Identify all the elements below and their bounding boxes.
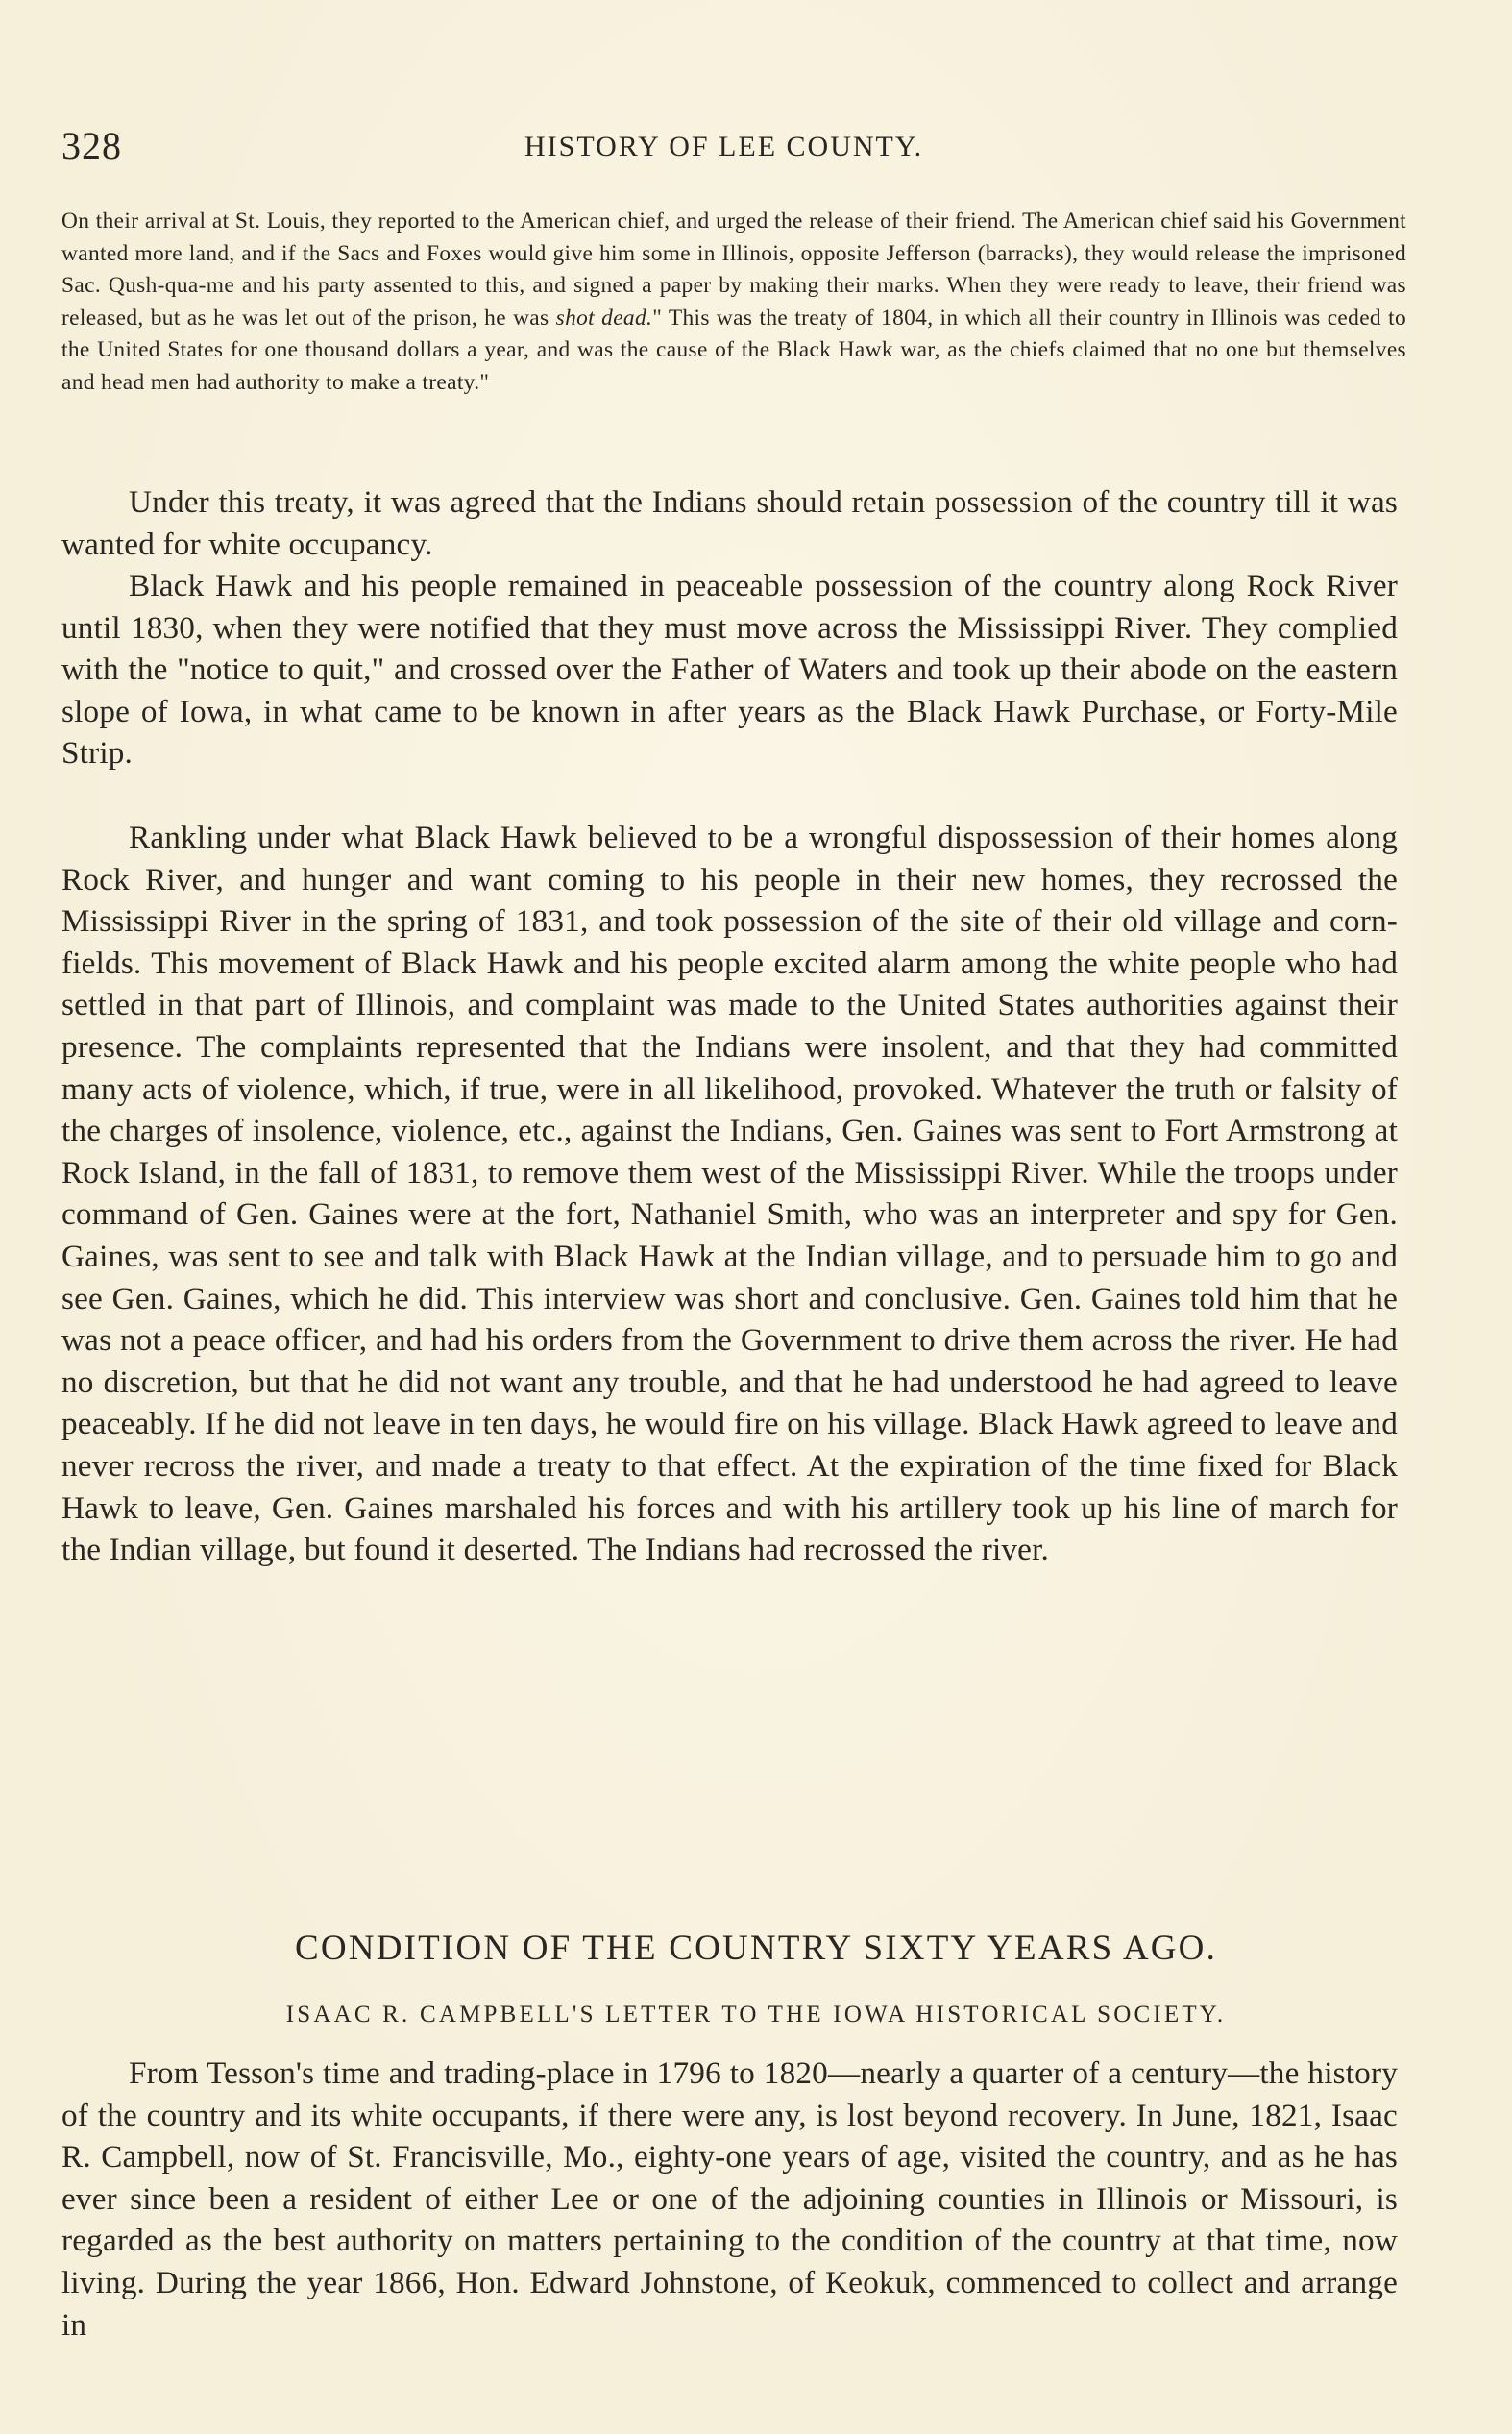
paragraph-condition-of-country: From Tesson's time and trading-place in 1796 to 1820—nearly a quarter of a century—the history of the country and its white occupants, if there were any, is lost beyond recovery. In June, 1821, Isaac R. Campbell, now of St. Francisville, Mo., eighty-one years of age, visited the country, and as he has ever since been a resident of either Lee or one of the adjoining counties in Illinois or Missouri, is regarded as the best authority on matters pertaining to the condition of the country at that time, now living. During the year 1866, Hon. Edward Johnstone, of Keokuk, commenced to collect and arrange in	[61, 2055, 1398, 2343]
quote-text-after-italic: " This was the treaty of 1804, in which all their country in Illinois was ceded to the United States for one thousand dollars a year, and was the cause of the Black Hawk war, as the chiefs claimed that no one but themselves and head men had authority to make a treaty."	[61, 305, 1407, 395]
paragraph-black-hawk-removal: Black Hawk and his people remained in peaceable possession of the country along Rock River until 1830, when they were notified that they must move across the Mississippi River. They complied with the "notice to quit," and crossed over the Father of Waters and took up their abode on the eastern slope of Iowa, in what came to be known in after years as the Black Hawk Purchase, or Forty-Mile Strip.	[61, 568, 1398, 772]
section-heading: CONDITION OF THE COUNTRY SIXTY YEARS AGO.	[294, 1929, 1218, 1968]
running-head: HISTORY OF LEE COUNTY.	[524, 131, 924, 162]
paragraph-recrossing-river: Rankling under what Black Hawk believed to be a wrongful dispossession of their homes along Rock River, and hunger and want coming to his people in their new homes, they recrossed the Mississippi River in the spring of 1831, and took possession of the site of their old village and corn-fields. This movement of Black Hawk and his people excited alarm among the white people who had settled in that part of Illinois, and complaint was made to the United States authorities against their presence. The complaints represented that the Indians were insolent, and that they had committed many acts of violence, which, if true, were in all likelihood, provoked. Whatever the truth or falsity of the charges of insolence, violence, etc., against the Indians, Gen. Gaines was sent to Fort Armstrong at Rock Island, in the fall of 1831, to remove them west of the Mississippi River. While the troops under command of Gen. Gaines were at the fort, Nathaniel Smith, who was an interpreter and spy for Gen. Gaines, was sent to see and talk with Black Hawk at the Indian village, and to persuade him to go and see Gen. Gaines, which he did. This interview was short and conclusive. Gen. Gaines told him that he was not a peace officer, and had his orders from the Government to drive them across the river. He had no discretion, but that he did not want any trouble, and that he had understood he had agreed to leave peaceably. If he did not leave in ten days, he would fire on his village. Black Hawk agreed to leave and never recross the river, and made a treaty to that effect. At the expiration of the time fixed for Black Hawk to leave, Gen. Gaines marshaled his forces and with his artillery took up his line of march for the Indian village, but found it deserted. The Indians had recrossed the river.	[61, 820, 1398, 1568]
quote-italic-text: shot dead.	[555, 305, 653, 331]
section-subheading: ISAAC R. CAMPBELL'S LETTER TO THE IOWA HISTORICAL SOCIETY.	[285, 2002, 1227, 2028]
page-header	[61, 123, 1406, 171]
quote-text-before-italic: On their arrival at St. Louis, they reported to the American chief, and urged the release of their friend. The American chief said his Government wanted more land, and if the Sacs and Foxes would give him some in Illinois, opposite Jefferson (barracks), they would release the imprisoned Sac. Qush-qua-me and his party assented to this, and signed a paper by making their marks. When they were ready to leave, their friend was released, but as he was let out of the prison, he was	[61, 209, 1406, 331]
paragraph-treaty-terms: Under this treaty, it was agreed that the Indians should retain possession of the country till it was wanted for white occupancy.	[61, 484, 1398, 562]
quoted-passage	[61, 206, 1406, 400]
page-number: 328	[61, 124, 122, 167]
